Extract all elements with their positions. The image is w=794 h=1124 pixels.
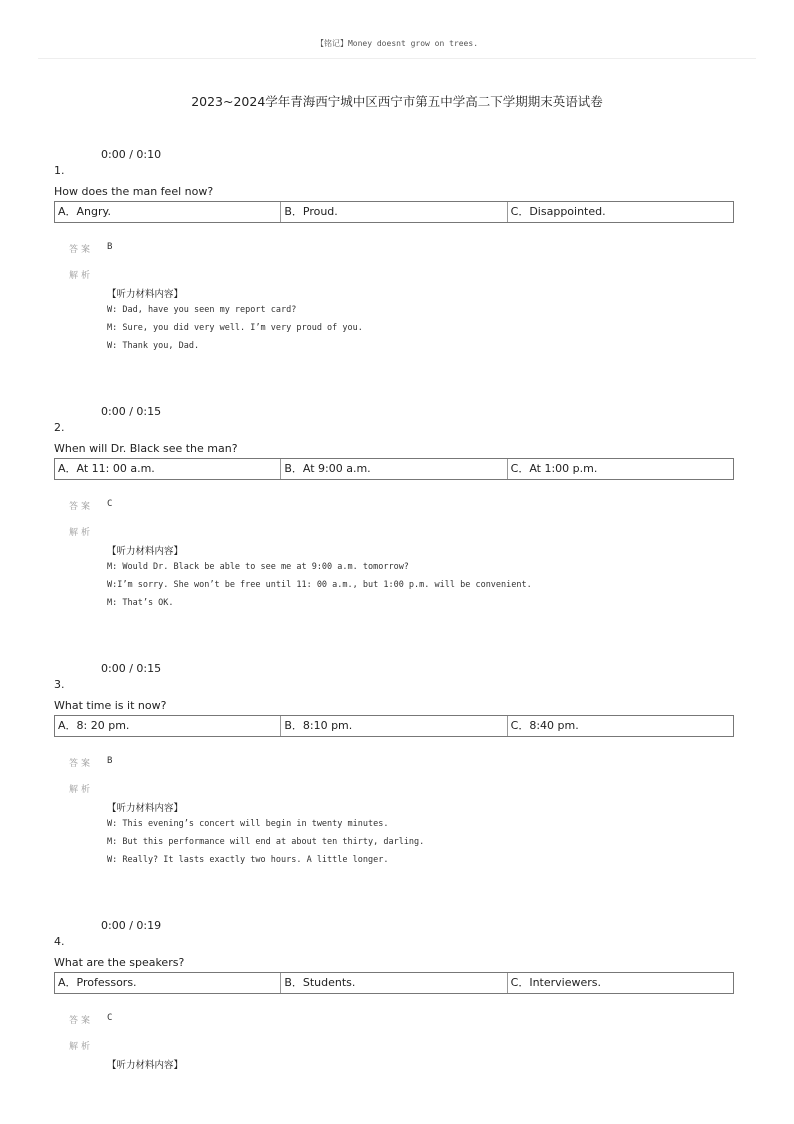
header-divider [38,58,756,59]
audio-time[interactable]: 0:00 / 0:10 [101,148,162,161]
material-title: 【听力材料内容】 [107,289,184,300]
option-c[interactable]: C．At 1:00 p.m. [510,462,598,475]
answer-label: 答案 [69,1016,94,1026]
explanation-label: 解析 [69,785,94,795]
option-b[interactable]: B．Proud. [281,202,507,222]
option-a[interactable]: A．Professors. [55,973,281,993]
question-number: 3. [54,678,65,691]
transcript-line: M: That’s OK. [107,598,174,608]
option-c[interactable]: C．Disappointed. [510,205,606,218]
page-header: 【铭记】Money doesnt grow on trees. [315,39,479,48]
answer-value: C [107,1013,113,1023]
options-row [54,201,734,223]
options-row [54,458,734,480]
option-b[interactable]: B．At 9:00 a.m. [281,459,507,479]
material-title: 【听力材料内容】 [107,803,184,814]
transcript-line: W:I’m sorry. She won’t be free until 11: 00 a.m., but 1:00 p.m. will be convenient. [107,580,532,590]
question-number: 2. [54,421,65,434]
answer-label: 答案 [69,759,94,769]
question-number: 1. [54,164,65,177]
transcript-line: W: Dad, have you seen my report card? [107,305,297,315]
answer-label: 答案 [69,245,94,255]
option-c[interactable]: C．8:40 pm. [510,719,579,732]
option-a[interactable]: A．8: 20 pm. [55,716,281,736]
options-row [54,715,734,737]
options-row [54,972,734,994]
option-c[interactable]: C．Interviewers. [510,976,602,989]
transcript-line: W: This evening’s concert will begin in twenty minutes. [107,819,389,829]
answer-value: C [107,499,113,509]
answer-value: B [107,756,113,766]
transcript-line: M: Sure, you did very well. I’m very proud of you. [107,323,363,333]
option-b[interactable]: B．8:10 pm. [281,716,507,736]
transcript-line: W: Really? It lasts exactly two hours. A little longer. [107,855,389,865]
option-a[interactable]: A．Angry. [55,202,281,222]
transcript-line: W: Thank you, Dad. [107,341,200,351]
explanation-label: 解析 [69,271,94,281]
question-number: 4. [54,935,65,948]
question-text: What time is it now? [54,699,167,712]
explanation-label: 解析 [69,1042,94,1052]
question-text: When will Dr. Black see the man? [54,442,238,455]
audio-time[interactable]: 0:00 / 0:19 [101,919,162,932]
material-title: 【听力材料内容】 [107,1060,184,1071]
question-text: What are the speakers? [54,956,185,969]
option-b[interactable]: B．Students. [281,973,507,993]
transcript-line: M: But this performance will end at about ten thirty, darling. [107,837,425,847]
material-title: 【听力材料内容】 [107,546,184,557]
question-text: How does the man feel now? [54,185,214,198]
exam-title: 2023~2024学年青海西宁城中区西宁市第五中学高二下学期期末英语试卷 [191,94,603,109]
transcript-line: M: Would Dr. Black be able to see me at 9:00 a.m. tomorrow? [107,562,409,572]
audio-time[interactable]: 0:00 / 0:15 [101,405,162,418]
answer-label: 答案 [69,502,94,512]
option-a[interactable]: A．At 11: 00 a.m. [55,459,281,479]
answer-value: B [107,242,113,252]
explanation-label: 解析 [69,528,94,538]
audio-time[interactable]: 0:00 / 0:15 [101,662,162,675]
